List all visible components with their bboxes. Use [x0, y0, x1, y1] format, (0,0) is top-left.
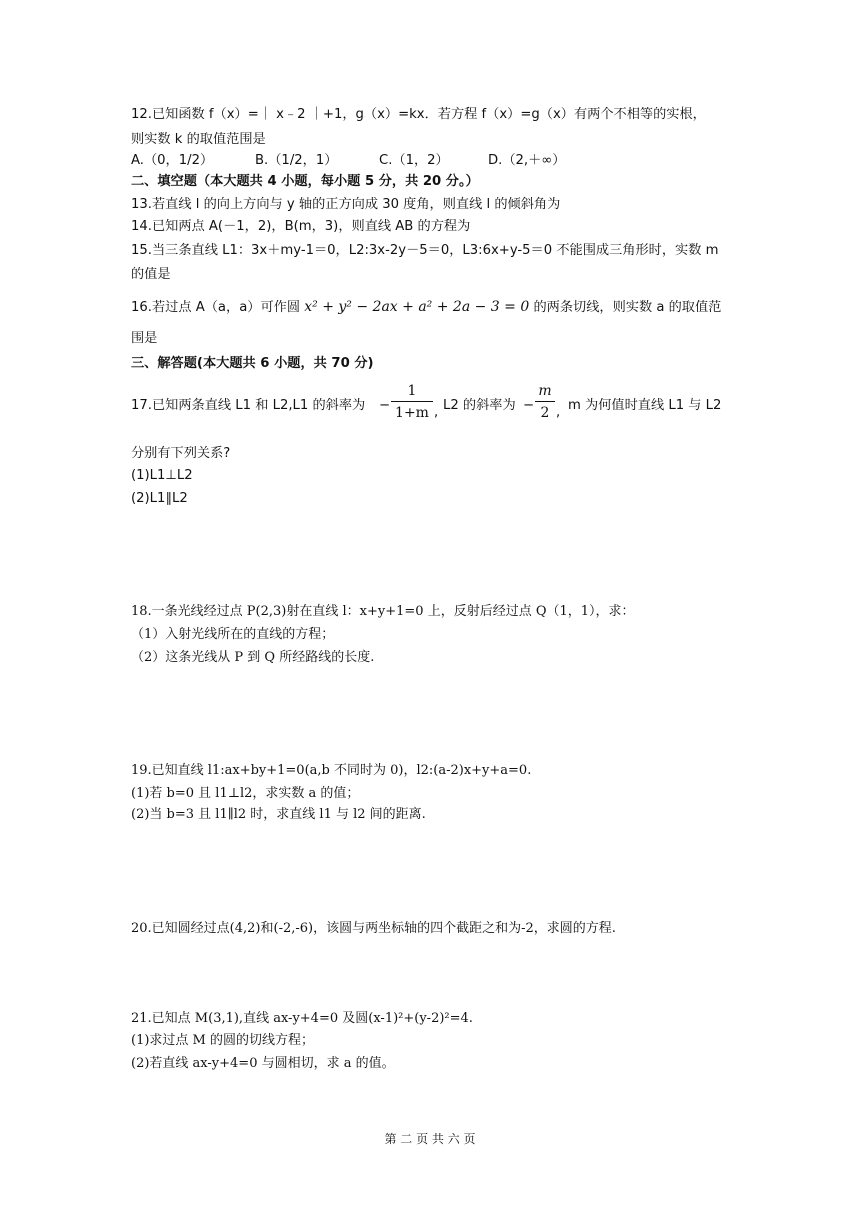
q17-line2: 分别有下列关系?: [131, 446, 231, 461]
q12-option-c: C.（1，2）: [379, 153, 449, 168]
q17-sub1: (1)L1⊥L2: [131, 468, 193, 483]
q16-suffix: 的两条切线，则实数 a 的取值范: [533, 300, 722, 315]
q15-line1: 15.当三条直线 L1：3x＋my-1＝0，L2:3x-2y－5＝0，L3:6x+y-5＝0 不能围成三角形时，实数 m: [131, 243, 719, 258]
q12-line1: 12.已知函数 f（x）=｜ x﹣2 ｜+1，g（x）=kx．若方程 f（x）=g（x）有两个不相等的实根，: [131, 107, 706, 122]
q16-circle-equation: x² + y² − 2ax + a² + 2a − 3 = 0: [304, 299, 530, 315]
q17-comma-2: ,: [556, 405, 561, 420]
q19-line2: (1)若 b=0 且 l1⊥l2，求实数 a 的值；: [131, 786, 360, 801]
q21-line1: 21.已知点 M(3,1),直线 ax-y+4=0 及圆(x-1)²+(y-2)²=4.: [131, 1011, 473, 1026]
q18-line3: （2）这条光线从 P 到 Q 所经路线的长度.: [131, 650, 375, 665]
q17-fraction-2: [535, 381, 555, 424]
q12-option-a: A.（0，1/2）: [131, 153, 214, 168]
q18-line1: 18.一条光线经过点 P(2,3)射在直线 l：x+y+1=0 上，反射后经过点 Q（1，1），求：: [131, 604, 635, 619]
q13: 13.若直线 l 的向上方向与 y 轴的正方向成 30 度角，则直线 l 的倾斜角为: [131, 197, 561, 212]
q17-part1: 17.已知两条直线 L1 和 L2,L1 的斜率为: [131, 398, 366, 413]
q17-fraction-1: [391, 381, 433, 424]
q12-line2: 则实数 k 的取值范围是: [131, 132, 266, 147]
q20: 20.已知圆经过点(4,2)和(-2,-6)，该圆与两坐标轴的四个截距之和为-2，求圆的方程.: [131, 921, 616, 936]
q17-part3: m 为何值时直线 L1 与 L2: [568, 398, 722, 413]
q17-fraction-1-denominator: 1+m: [395, 405, 429, 421]
q14: 14.已知两点 A(－1，2)，B(m，3)，则直线 AB 的方程为: [131, 219, 471, 234]
q17-minus-2: −: [523, 398, 535, 413]
q12-option-b: B.（1/2，1）: [255, 153, 338, 168]
q16-line2: 围是: [131, 331, 158, 346]
section-3-heading: 三、解答题(本大题共 6 小题，共 70 分): [131, 356, 374, 371]
q12-options: [131, 152, 731, 170]
q17-comma-1: ,: [434, 405, 439, 420]
q17-minus-1: −: [379, 398, 391, 413]
q15-line2: 的值是: [131, 267, 171, 282]
q17-part2: L2 的斜率为: [443, 398, 516, 413]
q16-prefix: 16.若过点 A（a，a）可作圆: [131, 300, 301, 315]
section-2-heading: 二、填空题（本大题共 4 小题，每小题 5 分，共 20 分。）: [131, 174, 479, 189]
q17-fraction-2-numerator: m: [538, 383, 552, 399]
page-footer: 第 二 页 共 六 页: [384, 1132, 476, 1146]
q17-fraction-1-numerator: 1: [407, 383, 417, 399]
q17-fraction-2-denominator: 2: [540, 405, 550, 421]
q21-line2: (1)求过点 M 的圆的切线方程；: [131, 1033, 314, 1048]
q18-line2: （1）入射光线所在的直线的方程；: [131, 627, 335, 642]
q21-line3: (2)若直线 ax-y+4=0 与圆相切，求 a 的值。: [131, 1056, 395, 1071]
q16-line1: [131, 298, 721, 317]
q19-line3: (2)当 b=3 且 l1∥l2 时，求直线 l1 与 l2 间的距离.: [131, 807, 426, 822]
q17-sub2: (2)L1∥L2: [131, 491, 188, 506]
q19-line1: 19.已知直线 l1:ax+by+1=0(a,b 不同时为 0)，l2:(a-2)x+y+a=0.: [131, 763, 532, 778]
q12-option-d: D.（2,＋∞）: [488, 153, 566, 168]
